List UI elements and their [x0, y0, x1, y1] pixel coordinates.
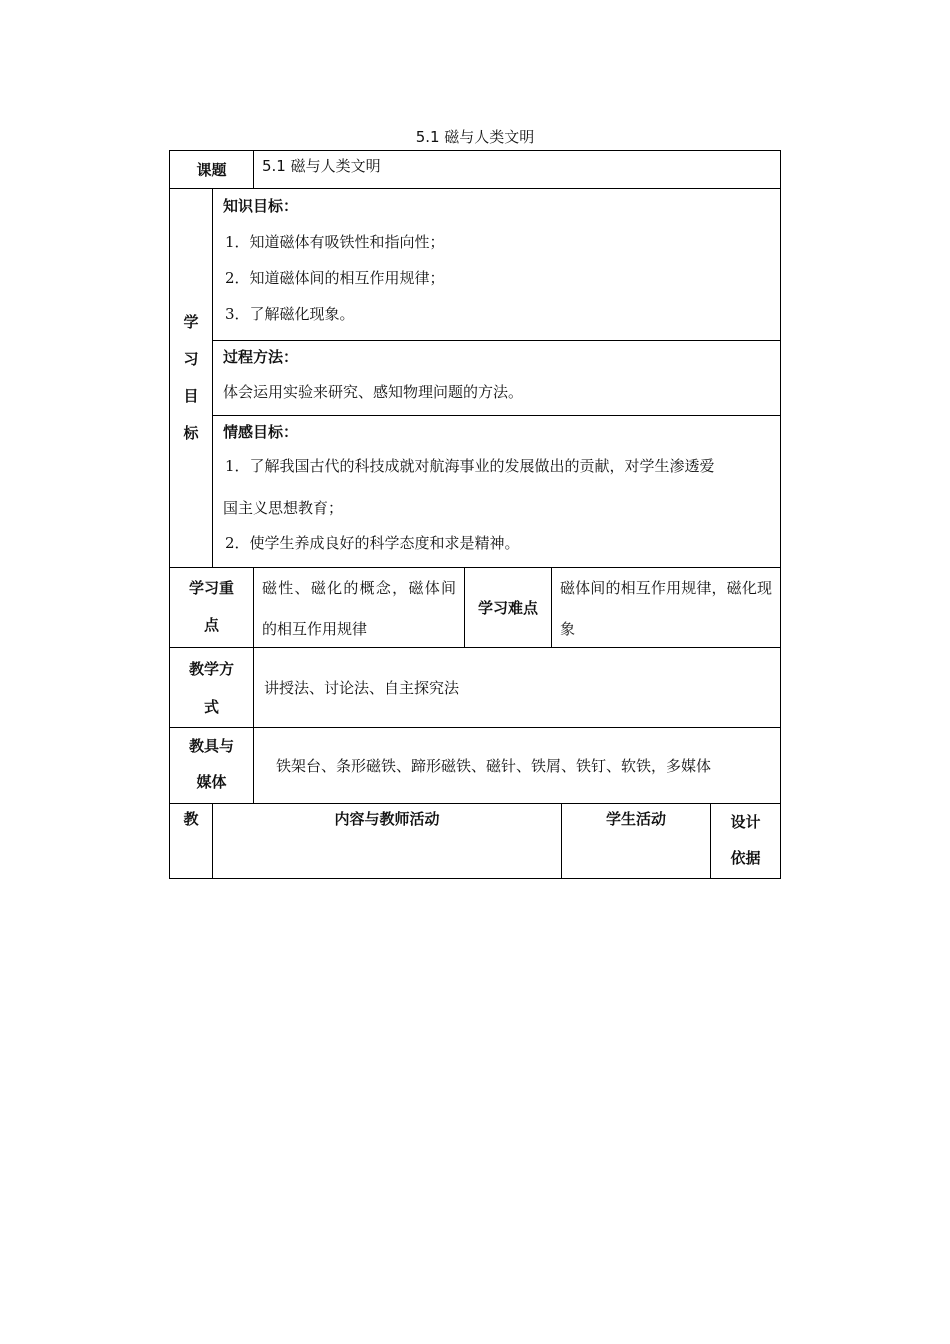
objectives-label-char: 目: [183, 387, 199, 405]
process-header-col1: 教: [169, 803, 213, 879]
knowledge-item: 2．知道磁体间的相互作用规律；: [225, 269, 445, 287]
process-header-col2: 内容与教师活动: [212, 803, 562, 879]
emotion-item: 1．了解我国古代的科技成就对航海事业的发展做出的贡献，对学生渗透爱: [225, 457, 715, 475]
process-header-col3: 学生活动: [561, 803, 711, 879]
objectives-label-char: 习: [183, 350, 199, 368]
key-points-label-cell: [169, 567, 254, 648]
emotion-heading: 情感目标：: [223, 423, 299, 441]
emotion-objectives-cell: [212, 415, 781, 568]
knowledge-item: 1．知道磁体有吸铁性和指向性；: [225, 233, 445, 251]
tools-label: 教具与媒体: [188, 737, 234, 791]
topic-value: 5.1 磁与人类文明: [253, 150, 781, 189]
teaching-method-label: 教学方式: [188, 660, 234, 716]
knowledge-item: 3．了解磁化现象。: [225, 305, 355, 323]
document-title: 5.1 磁与人类文明: [415, 128, 535, 146]
process-text: 体会运用实验来研究、感知物理问题的方法。: [223, 383, 524, 401]
tools-label-cell: [169, 727, 254, 804]
teaching-method-label-cell: [169, 647, 254, 728]
difficulties-value-cell: [551, 567, 781, 648]
topic-label: 课题: [169, 150, 254, 189]
objectives-label-char: 学: [183, 313, 199, 331]
emotion-item: 2．使学生养成良好的科学态度和求是精神。: [225, 534, 520, 552]
knowledge-heading: 知识目标：: [223, 197, 299, 215]
tools-value: 铁架台、条形磁铁、蹄形磁铁、磁针、铁屑、铁钉、软铁，多媒体: [253, 727, 781, 804]
difficulties-value: 磁体间的相互作用规律，磁化现象: [560, 579, 772, 638]
key-points-value: 磁性、磁化的概念，磁体间的相互作用规律: [262, 579, 456, 638]
difficulties-label: 学习难点: [464, 567, 552, 648]
objectives-label-char: 标: [183, 424, 199, 442]
process-header-col4: 设计依据: [730, 813, 761, 867]
process-header-col4-cell: [710, 803, 781, 879]
emotion-item: 国主义思想教育；: [223, 499, 344, 517]
process-heading: 过程方法：: [223, 348, 299, 366]
key-points-value-cell: [253, 567, 465, 648]
key-points-label: 学习重点: [188, 579, 234, 634]
teaching-method-value: 讲授法、讨论法、自主探究法: [253, 647, 781, 728]
objectives-label: [169, 188, 213, 568]
process-objectives-cell: [212, 340, 781, 416]
knowledge-objectives-cell: [212, 188, 781, 341]
